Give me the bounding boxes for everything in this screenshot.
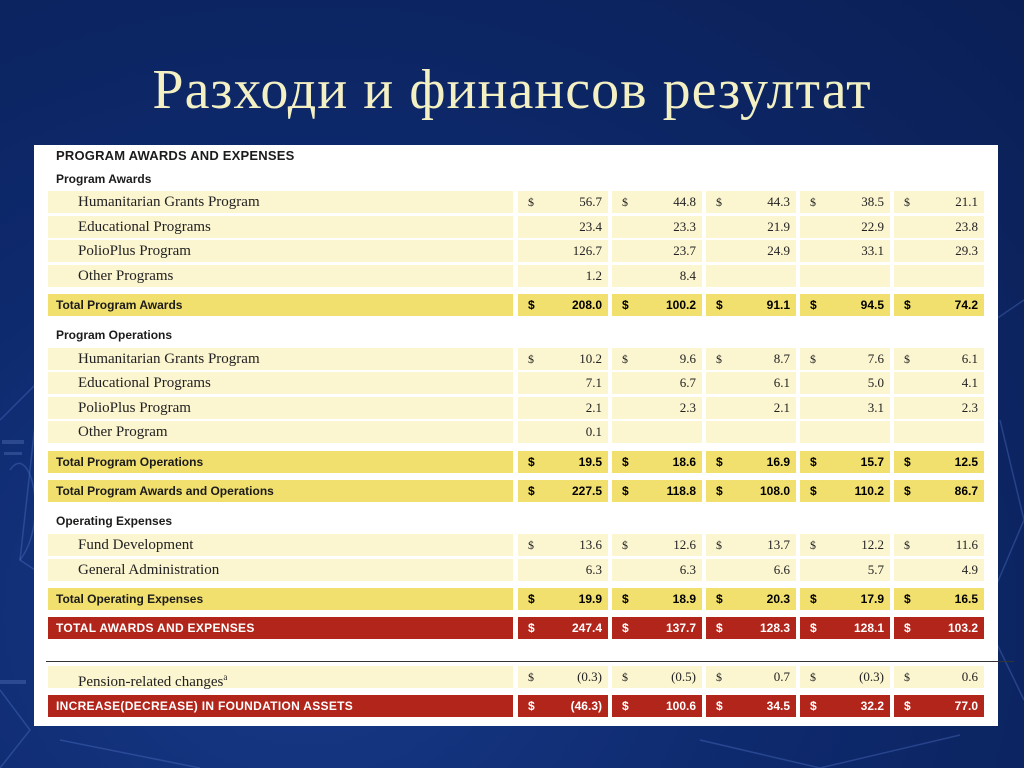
- currency-symbol: $: [810, 592, 817, 606]
- amount-value: 12.2: [861, 537, 884, 552]
- amount-value: 44.8: [673, 194, 696, 209]
- value-cell: [518, 695, 608, 717]
- currency-symbol: $: [904, 455, 911, 469]
- value-cell: [612, 588, 702, 610]
- currency-symbol: $: [810, 455, 817, 469]
- amount-value: 2.3: [961, 400, 978, 415]
- currency-symbol: $: [904, 298, 911, 312]
- total-row: [48, 451, 984, 473]
- section-heading-program-operations: Program Operations: [56, 328, 173, 342]
- amount-value: 2.3: [679, 400, 696, 415]
- row-label: Total Program Awards: [48, 294, 513, 316]
- value-cell: [894, 216, 984, 238]
- row-values: [518, 421, 984, 443]
- value-cell: [706, 695, 796, 717]
- currency-symbol: $: [904, 538, 910, 552]
- value-cell: [612, 348, 702, 370]
- row-label: Humanitarian Grants Program: [48, 191, 513, 213]
- row-values: [518, 695, 984, 717]
- amount-value: 13.7: [767, 537, 790, 552]
- amount-value: 208.0: [571, 298, 602, 312]
- total-row: [48, 588, 984, 610]
- row-label: Pension-related changes$^a$: [48, 666, 513, 688]
- value-cell: [518, 294, 608, 316]
- row-label: Other Programs: [48, 265, 513, 287]
- value-cell: [800, 191, 890, 213]
- amount-value: 8.4: [679, 268, 696, 283]
- value-cell: [706, 666, 796, 688]
- value-cell: [800, 421, 890, 443]
- row-values: [518, 397, 984, 419]
- slide-title: Разходи и финансов резултат: [152, 59, 872, 121]
- amount-value: 7.6: [867, 351, 884, 366]
- value-cell: [706, 451, 796, 473]
- currency-symbol: $: [622, 352, 628, 366]
- table-row: [48, 265, 984, 287]
- row-values: [518, 265, 984, 287]
- amount-value: 118.8: [666, 484, 696, 498]
- row-label: PolioPlus Program: [48, 397, 513, 419]
- amount-value: 126.7: [572, 243, 602, 258]
- currency-symbol: $: [528, 538, 534, 552]
- amount-value: 33.1: [861, 243, 884, 258]
- row-values: [518, 588, 984, 610]
- currency-symbol: $: [716, 592, 723, 606]
- value-cell: [706, 191, 796, 213]
- footnote-marker: a: [223, 672, 228, 682]
- amount-value: 17.9: [860, 592, 884, 606]
- section-heading-operating-expenses: Operating Expenses: [56, 514, 173, 528]
- value-cell: [800, 617, 890, 639]
- value-cell: [800, 480, 890, 502]
- amount-value: 6.1: [961, 351, 978, 366]
- amount-value: 0.7: [773, 669, 790, 684]
- value-cell: [518, 265, 608, 287]
- row-values: [518, 617, 984, 639]
- value-cell: [518, 617, 608, 639]
- value-cell: [706, 480, 796, 502]
- row-label: Educational Programs: [48, 372, 513, 394]
- currency-symbol: $: [904, 195, 910, 209]
- value-cell: [612, 534, 702, 556]
- value-cell: [800, 588, 890, 610]
- value-cell: [612, 397, 702, 419]
- grand-total-row: [48, 617, 984, 639]
- amount-value: 38.5: [861, 194, 884, 209]
- currency-symbol: $: [810, 484, 817, 498]
- amount-value: 21.1: [955, 194, 978, 209]
- amount-value: 15.7: [860, 455, 884, 469]
- currency-symbol: $: [622, 484, 629, 498]
- value-cell: [706, 588, 796, 610]
- amount-value: 56.7: [579, 194, 602, 209]
- row-values: [518, 666, 984, 688]
- currency-symbol: $: [810, 538, 816, 552]
- value-cell: [894, 695, 984, 717]
- row-label: Fund Development: [48, 534, 513, 556]
- value-cell: [612, 666, 702, 688]
- currency-symbol: $: [622, 670, 628, 684]
- currency-symbol: $: [716, 538, 722, 552]
- amount-value: 77.0: [954, 699, 978, 713]
- amount-value: 12.5: [954, 455, 978, 469]
- currency-symbol: $: [622, 455, 629, 469]
- row-label: Total Program Awards and Operations: [48, 480, 513, 502]
- currency-symbol: $: [904, 621, 911, 635]
- amount-value: 0.6: [961, 669, 978, 684]
- value-cell: [800, 559, 890, 581]
- value-cell: [518, 191, 608, 213]
- amount-value: 91.1: [766, 298, 790, 312]
- financial-table: [34, 145, 998, 726]
- amount-value: 100.6: [665, 699, 696, 713]
- amount-value: 6.7: [679, 375, 696, 390]
- value-cell: [894, 421, 984, 443]
- currency-symbol: $: [622, 592, 629, 606]
- amount-value: 0.1: [585, 424, 602, 439]
- value-cell: [612, 559, 702, 581]
- currency-symbol: $: [810, 621, 817, 635]
- amount-value: 247.4: [571, 621, 602, 635]
- currency-symbol: $: [716, 455, 723, 469]
- amount-value: 21.9: [767, 219, 790, 234]
- value-cell: [518, 451, 608, 473]
- value-cell: [612, 372, 702, 394]
- table-row: [48, 421, 984, 443]
- value-cell: [612, 240, 702, 262]
- value-cell: [894, 588, 984, 610]
- currency-symbol: $: [528, 195, 534, 209]
- amount-value: 1.2: [585, 268, 602, 283]
- currency-symbol: $: [904, 670, 910, 684]
- currency-symbol: $: [810, 670, 816, 684]
- value-cell: [518, 559, 608, 581]
- amount-value: 8.7: [773, 351, 790, 366]
- currency-symbol: $: [622, 699, 629, 713]
- value-cell: [894, 534, 984, 556]
- amount-value: 110.2: [854, 484, 884, 498]
- currency-symbol: $: [716, 298, 723, 312]
- value-cell: [894, 348, 984, 370]
- table-heading: PROGRAM AWARDS AND EXPENSES: [56, 148, 295, 163]
- value-cell: [706, 348, 796, 370]
- table-row: [48, 666, 984, 688]
- grand-total-row: [48, 695, 984, 717]
- value-cell: [894, 480, 984, 502]
- amount-value: 6.6: [773, 562, 790, 577]
- total-row: [48, 480, 984, 502]
- row-label: Total Operating Expenses: [48, 588, 513, 610]
- currency-symbol: $: [810, 195, 816, 209]
- amount-value: 20.3: [766, 592, 790, 606]
- currency-symbol: $: [622, 298, 629, 312]
- value-cell: [706, 534, 796, 556]
- amount-value: 16.9: [766, 455, 790, 469]
- value-cell: [894, 397, 984, 419]
- amount-value: 10.2: [579, 351, 602, 366]
- table-separator-line: [46, 661, 1014, 662]
- row-values: [518, 348, 984, 370]
- value-cell: [518, 534, 608, 556]
- table-row: [48, 559, 984, 581]
- amount-value: 2.1: [773, 400, 790, 415]
- table-row: [48, 348, 984, 370]
- value-cell: [612, 265, 702, 287]
- amount-value: 29.3: [955, 243, 978, 258]
- currency-symbol: $: [622, 621, 629, 635]
- amount-value: 23.8: [955, 219, 978, 234]
- currency-symbol: $: [810, 699, 817, 713]
- currency-symbol: $: [528, 670, 534, 684]
- currency-symbol: $: [528, 484, 535, 498]
- value-cell: [706, 559, 796, 581]
- value-cell: [706, 372, 796, 394]
- value-cell: [706, 240, 796, 262]
- currency-symbol: $: [716, 699, 723, 713]
- currency-symbol: $: [622, 538, 628, 552]
- amount-value: 24.9: [767, 243, 790, 258]
- table-row: [48, 372, 984, 394]
- row-values: [518, 216, 984, 238]
- currency-symbol: $: [716, 195, 722, 209]
- value-cell: [612, 421, 702, 443]
- amount-value: 19.9: [578, 592, 602, 606]
- value-cell: [518, 421, 608, 443]
- value-cell: [706, 421, 796, 443]
- amount-value: 103.2: [947, 621, 978, 635]
- value-cell: [800, 216, 890, 238]
- row-label: Other Program: [48, 421, 513, 443]
- amount-value: (0.5): [671, 669, 696, 684]
- value-cell: [800, 534, 890, 556]
- amount-value: 6.3: [679, 562, 696, 577]
- value-cell: [894, 265, 984, 287]
- table-row: [48, 534, 984, 556]
- value-cell: [800, 397, 890, 419]
- amount-value: 34.5: [766, 699, 790, 713]
- amount-value: 23.7: [673, 243, 696, 258]
- amount-value: 5.0: [867, 375, 884, 390]
- amount-value: 108.0: [759, 484, 790, 498]
- value-cell: [706, 216, 796, 238]
- currency-symbol: $: [904, 592, 911, 606]
- amount-value: 6.3: [585, 562, 602, 577]
- value-cell: [894, 559, 984, 581]
- value-cell: [800, 240, 890, 262]
- currency-symbol: $: [528, 455, 535, 469]
- amount-value: 11.6: [955, 537, 978, 552]
- currency-symbol: $: [528, 298, 535, 312]
- amount-value: 18.6: [672, 455, 696, 469]
- value-cell: [612, 617, 702, 639]
- value-cell: [894, 617, 984, 639]
- value-cell: [894, 240, 984, 262]
- amount-value: (0.3): [577, 669, 602, 684]
- amount-value: 12.6: [673, 537, 696, 552]
- value-cell: [800, 666, 890, 688]
- row-label: Educational Programs: [48, 216, 513, 238]
- currency-symbol: $: [716, 621, 723, 635]
- currency-symbol: $: [622, 195, 628, 209]
- row-values: [518, 240, 984, 262]
- value-cell: [894, 451, 984, 473]
- row-values: [518, 451, 984, 473]
- amount-value: 86.7: [954, 484, 978, 498]
- row-label: PolioPlus Program: [48, 240, 513, 262]
- amount-value: 19.5: [578, 455, 602, 469]
- amount-value: 13.6: [579, 537, 602, 552]
- value-cell: [894, 666, 984, 688]
- currency-symbol: $: [716, 670, 722, 684]
- section-heading-program-awards: Program Awards: [56, 172, 152, 186]
- amount-value: 137.7: [665, 621, 696, 635]
- currency-symbol: $: [904, 699, 911, 713]
- amount-value: 227.5: [571, 484, 602, 498]
- amount-value: 7.1: [585, 375, 602, 390]
- row-values: [518, 559, 984, 581]
- value-cell: [894, 191, 984, 213]
- amount-value: 9.6: [679, 351, 696, 366]
- table-row: [48, 397, 984, 419]
- value-cell: [800, 451, 890, 473]
- row-values: [518, 534, 984, 556]
- value-cell: [800, 348, 890, 370]
- row-label: TOTAL AWARDS AND EXPENSES: [48, 617, 513, 639]
- amount-value: 2.1: [585, 400, 602, 415]
- value-cell: [800, 265, 890, 287]
- value-cell: [518, 348, 608, 370]
- value-cell: [612, 294, 702, 316]
- currency-symbol: $: [904, 352, 910, 366]
- amount-value: 128.1: [853, 621, 884, 635]
- currency-symbol: $: [810, 298, 817, 312]
- value-cell: [518, 372, 608, 394]
- value-cell: [612, 216, 702, 238]
- value-cell: [518, 480, 608, 502]
- value-cell: [894, 294, 984, 316]
- amount-value: 44.3: [767, 194, 790, 209]
- row-label: Total Program Operations: [48, 451, 513, 473]
- currency-symbol: $: [716, 352, 722, 366]
- currency-symbol: $: [528, 699, 535, 713]
- currency-symbol: $: [716, 484, 723, 498]
- value-cell: [518, 666, 608, 688]
- amount-value: 100.2: [665, 298, 696, 312]
- amount-value: 74.2: [954, 298, 978, 312]
- amount-value: (0.3): [859, 669, 884, 684]
- table-row: [48, 191, 984, 213]
- currency-symbol: $: [528, 621, 535, 635]
- row-values: [518, 294, 984, 316]
- amount-value: 4.9: [961, 562, 978, 577]
- value-cell: [706, 397, 796, 419]
- row-label: General Administration: [48, 559, 513, 581]
- row-label: INCREASE(DECREASE) IN FOUNDATION ASSETS: [48, 695, 513, 717]
- value-cell: [800, 294, 890, 316]
- amount-value: 18.9: [672, 592, 696, 606]
- value-cell: [518, 397, 608, 419]
- currency-symbol: $: [810, 352, 816, 366]
- row-label: Humanitarian Grants Program: [48, 348, 513, 370]
- value-cell: [612, 695, 702, 717]
- amount-value: 23.4: [579, 219, 602, 234]
- value-cell: [800, 695, 890, 717]
- amount-value: 6.1: [773, 375, 790, 390]
- amount-value: 4.1: [961, 375, 978, 390]
- value-cell: [612, 451, 702, 473]
- amount-value: 32.2: [860, 699, 884, 713]
- value-cell: [894, 372, 984, 394]
- amount-value: 22.9: [861, 219, 884, 234]
- amount-value: 3.1: [867, 400, 884, 415]
- table-row: [48, 216, 984, 238]
- row-values: [518, 480, 984, 502]
- value-cell: [518, 240, 608, 262]
- row-values: [518, 191, 984, 213]
- amount-value: 94.5: [860, 298, 884, 312]
- currency-symbol: $: [904, 484, 911, 498]
- value-cell: [518, 588, 608, 610]
- amount-value: 128.3: [759, 621, 790, 635]
- value-cell: [612, 480, 702, 502]
- table-row: [48, 240, 984, 262]
- amount-value: 5.7: [867, 562, 884, 577]
- value-cell: [612, 191, 702, 213]
- value-cell: [518, 216, 608, 238]
- currency-symbol: $: [528, 352, 534, 366]
- currency-symbol: $: [528, 592, 535, 606]
- value-cell: [706, 265, 796, 287]
- amount-value: (46.3): [570, 699, 602, 713]
- row-values: [518, 372, 984, 394]
- amount-value: 23.3: [673, 219, 696, 234]
- value-cell: [706, 617, 796, 639]
- total-row: [48, 294, 984, 316]
- value-cell: [800, 372, 890, 394]
- amount-value: 16.5: [954, 592, 978, 606]
- value-cell: [706, 294, 796, 316]
